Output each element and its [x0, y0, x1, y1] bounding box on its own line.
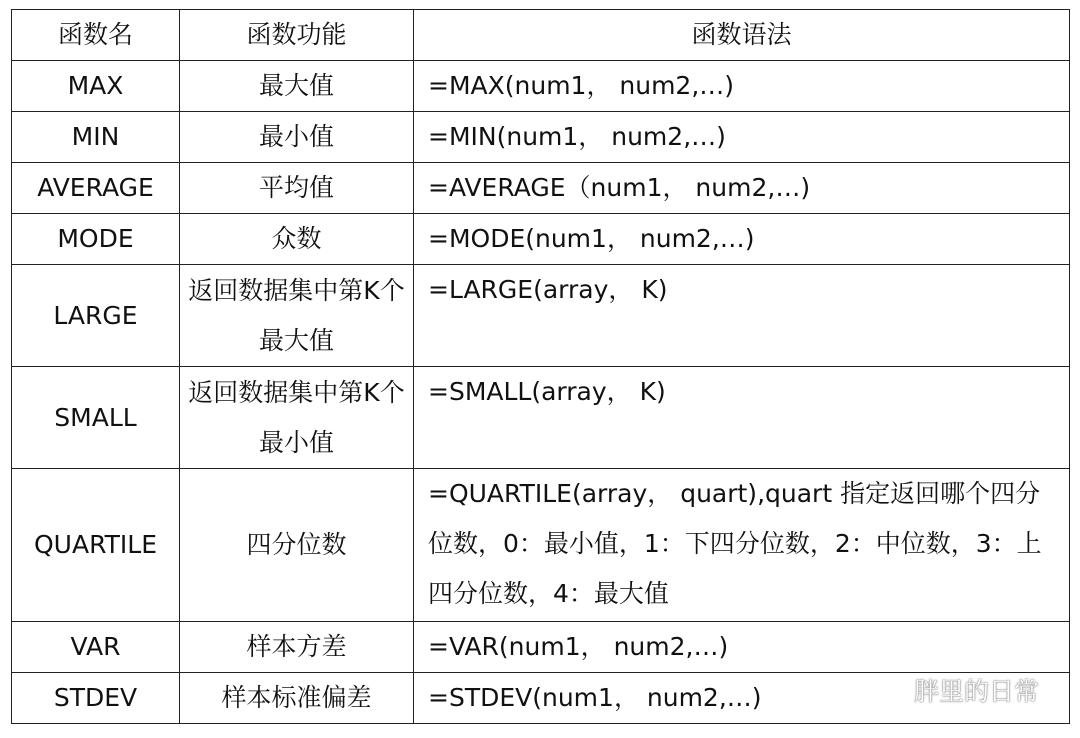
table-row: [12, 622, 1070, 673]
function-table-container: [11, 9, 1069, 724]
cell-syntax: =VAR(num1， num2,…): [414, 622, 1070, 673]
cell-name: AVERAGE: [12, 163, 180, 214]
cell-function: 返回数据集中第K个最小值: [180, 367, 414, 469]
table-row: [12, 61, 1070, 112]
cell-function: 样本标准偏差: [180, 673, 414, 724]
cell-name: STDEV: [12, 673, 180, 724]
watermark-text: 胖里的日常: [914, 677, 1040, 706]
header-name: 函数名: [12, 10, 180, 61]
table-row: [12, 367, 1070, 469]
cell-syntax: =MODE(num1， num2,…): [414, 214, 1070, 265]
cell-syntax: =SMALL(array， K): [414, 367, 1070, 469]
cell-function: 最小值: [180, 112, 414, 163]
table-row: [12, 469, 1070, 622]
cell-name: MIN: [12, 112, 180, 163]
cell-syntax: =STDEV(num1， num2,…): [414, 673, 1070, 724]
cell-name: MODE: [12, 214, 180, 265]
table-row: [12, 163, 1070, 214]
cell-syntax: =MAX(num1， num2,…): [414, 61, 1070, 112]
cell-syntax: =LARGE(array， K): [414, 265, 1070, 367]
cell-syntax: =QUARTILE(array， quart),quart 指定返回哪个四分位数，0：最小值，1：下四分位数，2：中位数，3：上四分位数，4：最大值: [414, 469, 1070, 622]
cell-name: SMALL: [12, 367, 180, 469]
header-function: 函数功能: [180, 10, 414, 61]
cell-function: 四分位数: [180, 469, 414, 622]
table-row: [12, 112, 1070, 163]
cell-function: 样本方差: [180, 622, 414, 673]
cell-name: QUARTILE: [12, 469, 180, 622]
table-header-row: [12, 10, 1070, 61]
cell-name: VAR: [12, 622, 180, 673]
cell-syntax: =AVERAGE（num1， num2,…): [414, 163, 1070, 214]
cell-name: LARGE: [12, 265, 180, 367]
cell-name: MAX: [12, 61, 180, 112]
cell-function: 返回数据集中第K个最大值: [180, 265, 414, 367]
header-syntax: 函数语法: [414, 10, 1070, 61]
function-table: [11, 9, 1070, 724]
watermark: [860, 672, 1039, 708]
cell-function: 最大值: [180, 61, 414, 112]
table-row: [12, 214, 1070, 265]
table-row: [12, 265, 1070, 367]
wechat-icon: [860, 675, 908, 705]
cell-function: 平均值: [180, 163, 414, 214]
cell-syntax: =MIN(num1， num2,…): [414, 112, 1070, 163]
cell-function: 众数: [180, 214, 414, 265]
